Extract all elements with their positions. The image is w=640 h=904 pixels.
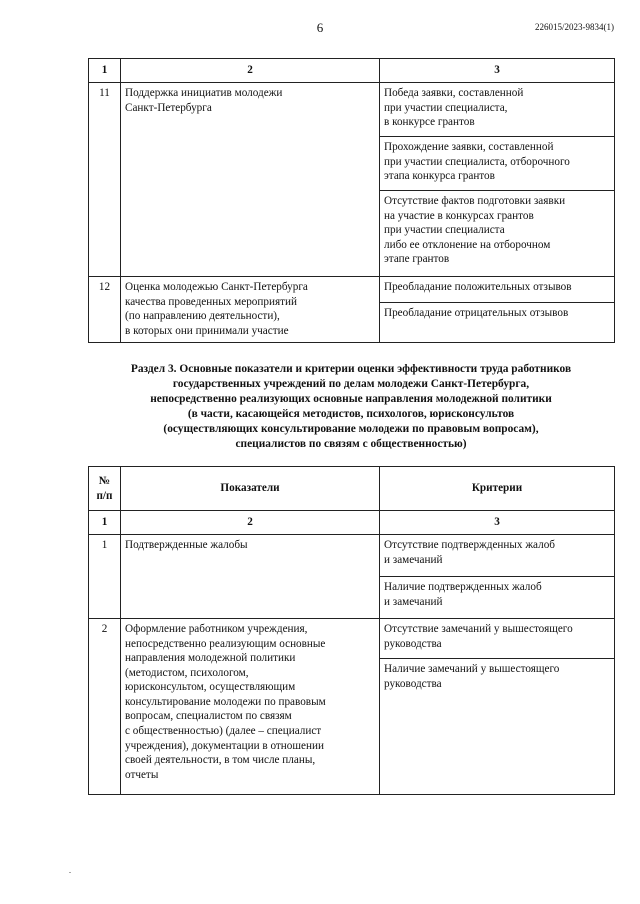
row-number: 2 bbox=[89, 619, 121, 795]
text-line: Отсутствие подтвержденных жалоб bbox=[384, 539, 555, 551]
text-line: (методистом, психологом, bbox=[125, 666, 249, 679]
text-line: в которых они принимали участие bbox=[125, 324, 289, 337]
criterion-cell bbox=[380, 577, 615, 619]
table-row bbox=[89, 83, 615, 137]
criterion-cell bbox=[380, 191, 615, 277]
col-number-cell: 1 bbox=[89, 511, 121, 535]
page-number: 6 bbox=[316, 20, 324, 35]
indicator-cell bbox=[121, 535, 380, 619]
row-number: 11 bbox=[89, 83, 121, 277]
section-3-title bbox=[88, 362, 614, 452]
criteria-table-continued bbox=[88, 58, 615, 343]
text-line: качества проведенных мероприятий bbox=[125, 295, 297, 308]
text-line: при участии специалиста, отборочного bbox=[384, 155, 570, 168]
table-row bbox=[89, 619, 615, 659]
text-line: при участии специалиста bbox=[384, 224, 505, 237]
title-line: государственных учреждений по делам молодежи Санкт-Петербурга, bbox=[172, 378, 530, 391]
text-line: руководства bbox=[384, 677, 442, 690]
number-header bbox=[89, 467, 121, 511]
text-line: направления молодежной политики bbox=[125, 652, 296, 665]
section-3-criteria-table bbox=[88, 466, 615, 795]
scan-speck: . bbox=[69, 866, 71, 875]
text-line: этапа конкурса грантов bbox=[384, 170, 495, 183]
header-line: № bbox=[98, 474, 111, 487]
text-line: учреждения), документации в отношении bbox=[125, 739, 324, 752]
text-line: либо ее отклонение на отборочном bbox=[384, 238, 551, 251]
text-line: консультирование молодежи по правовым bbox=[125, 695, 326, 708]
criterion-cell bbox=[380, 303, 615, 343]
column-number-row bbox=[89, 59, 615, 83]
text-line: Подтвержденные жалобы bbox=[125, 539, 248, 551]
indicator-cell bbox=[121, 83, 380, 277]
text-line: Санкт-Петербурга bbox=[125, 101, 212, 114]
row-number: 1 bbox=[89, 535, 121, 619]
col-number-cell: 1 bbox=[89, 59, 121, 83]
text-line: и замечаний bbox=[384, 595, 443, 608]
text-line: своей деятельности, в том числе планы, bbox=[125, 754, 316, 767]
col-number-cell: 3 bbox=[380, 59, 615, 83]
text-line: Оценка молодежью Санкт-Петербурга bbox=[125, 281, 308, 293]
title-line: специалистов по связям с общественностью) bbox=[235, 438, 467, 451]
header-row bbox=[89, 467, 615, 511]
indicator-cell bbox=[121, 277, 380, 343]
text-line: и замечаний bbox=[384, 553, 443, 566]
table-row bbox=[89, 535, 615, 577]
text-line: непосредственно реализующим основные bbox=[125, 637, 326, 650]
text-line: Прохождение заявки, составленной bbox=[384, 141, 554, 153]
col-number-cell: 3 bbox=[380, 511, 615, 535]
text-line: с общественностью) (далее – специалист bbox=[125, 724, 322, 737]
title-line: (в части, касающейся методистов, психологов, юрисконсультов bbox=[187, 408, 515, 421]
text-line: отчеты bbox=[125, 768, 159, 781]
criterion-cell bbox=[380, 619, 615, 659]
text-line: Наличие подтвержденных жалоб bbox=[384, 581, 542, 593]
criterion-cell bbox=[380, 277, 615, 303]
text-line: юрисконсультом, осуществляющим bbox=[125, 681, 296, 694]
text-line: Преобладание положительных отзывов bbox=[384, 281, 572, 293]
document-number: 226015/2023-9834(1) bbox=[535, 22, 614, 32]
title-line: Раздел 3. Основные показатели и критерии оценки эффективности труда работников bbox=[130, 363, 572, 375]
text-line: в конкурсе грантов bbox=[384, 116, 475, 129]
indicators-header: Показатели bbox=[121, 467, 380, 511]
text-line: Победа заявки, составленной bbox=[384, 87, 524, 99]
col-number-cell: 2 bbox=[121, 59, 380, 83]
text-line: Отсутствие фактов подготовки заявки bbox=[384, 195, 566, 207]
criterion-cell bbox=[380, 137, 615, 191]
col-number-cell: 2 bbox=[121, 511, 380, 535]
text-line: этапе грантов bbox=[384, 253, 450, 266]
text-line: руководства bbox=[384, 637, 442, 650]
row-number: 12 bbox=[89, 277, 121, 343]
title-line: непосредственно реализующих основные направления молодежной политики bbox=[150, 393, 552, 406]
text-line: на участие в конкурсах грантов bbox=[384, 209, 534, 222]
text-line: Преобладание отрицательных отзывов bbox=[384, 307, 569, 319]
column-number-row bbox=[89, 511, 615, 535]
table-row bbox=[89, 277, 615, 303]
text-line: Отсутствие замечаний у вышестоящего bbox=[384, 623, 573, 635]
indicator-cell bbox=[121, 619, 380, 795]
text-line: Поддержка инициатив молодежи bbox=[125, 87, 283, 99]
criterion-cell bbox=[380, 659, 615, 795]
title-line: (осуществляющих консультирование молодежи по правовым вопросам), bbox=[163, 423, 539, 436]
text-line: Наличие замечаний у вышестоящего bbox=[384, 663, 560, 675]
text-line: Оформление работником учреждения, bbox=[125, 623, 308, 635]
text-line: (по направлению деятельности), bbox=[125, 310, 280, 323]
criteria-header: Критерии bbox=[380, 467, 615, 511]
criterion-cell bbox=[380, 535, 615, 577]
header-line: п/п bbox=[96, 489, 113, 502]
text-line: при участии специалиста, bbox=[384, 101, 508, 114]
text-line: вопросам, специалистом по связям bbox=[125, 710, 292, 723]
criterion-cell bbox=[380, 83, 615, 137]
